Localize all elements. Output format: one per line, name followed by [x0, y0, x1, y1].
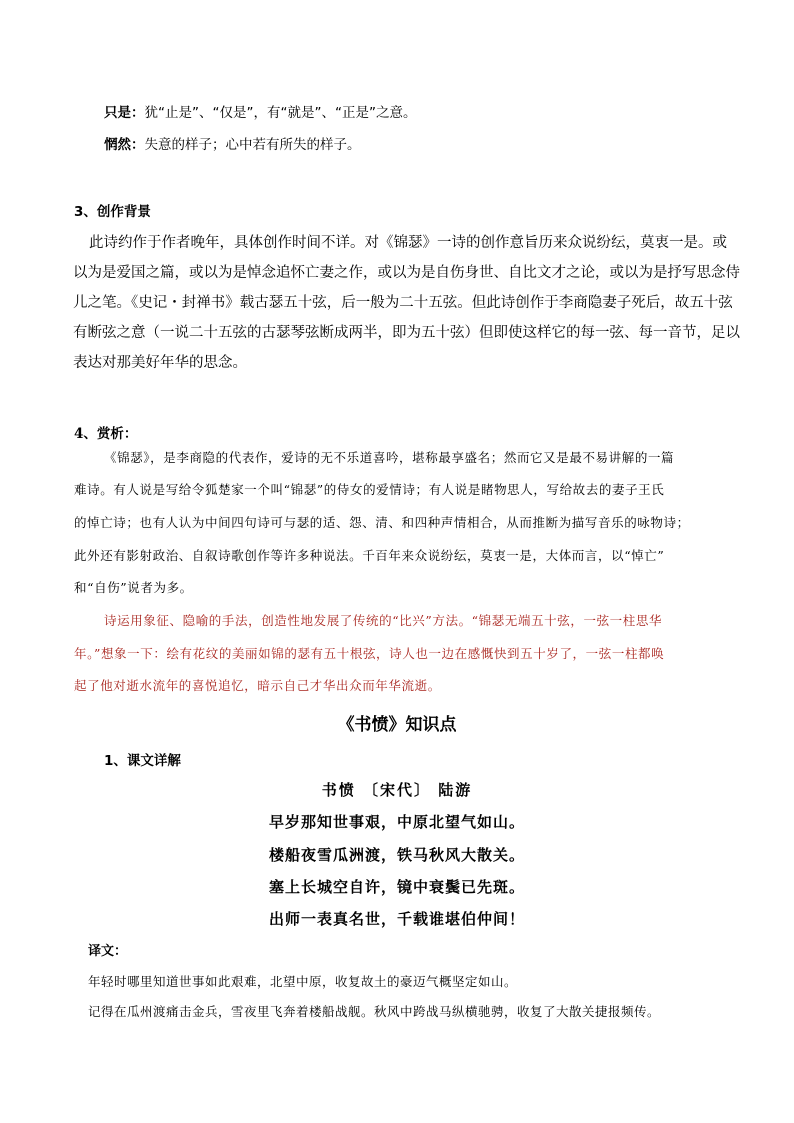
gloss-term: 只是： — [104, 105, 145, 121]
paragraph-line: 儿之笔。《史记・封禅书》载古瑟五十弦，后一般为二十五弦。但此诗创作于李商隐妻子死后，故五十弦 — [73, 295, 733, 311]
gloss-definition: 失意的样子；心中若有所失的样子。 — [144, 137, 361, 153]
poem-title: 书愤 〔宋代〕 陆游 — [321, 781, 473, 799]
translation-line: 记得在瓜州渡痛击金兵，雪夜里飞奔着楼船战舰。秋风中跨战马纵横驰骋，收复了大散关捷报频传。 — [88, 1004, 661, 1019]
analysis-highlight-line: 起了他对逝水流年的喜悦追忆，暗示自己才华出众而年华流逝。 — [74, 678, 441, 693]
gloss-definition: 犹“止是”、“仅是”，有“就是”、“正是”之意。 — [144, 105, 417, 121]
translation-label: 译文： — [88, 944, 128, 959]
background-paragraph — [73, 228, 740, 378]
paragraph-line: 以为是爱国之篇，或以为是悼念追怀亡妻之作，或以为是自伤身世、自比文才之论，或以为是抒写思念侍 — [73, 265, 740, 281]
analysis-line: 的悼亡诗；也有人认为中间四句诗可与瑟的适、怨、清、和四种声情相合，从而推断为描写音乐的咏物诗； — [74, 515, 690, 530]
poem-line: 早岁那知世事艰，中原北望气如山。 — [268, 813, 525, 831]
paragraph-line: 此诗约作于作者晚年，具体创作时间不详。对《锦瑟》一诗的创作意旨历来众说纷纭，莫衷一是。或 — [89, 235, 727, 251]
section-heading-background: 3、创作背景 — [74, 204, 151, 220]
paragraph-line: 表达对那美好年华的思念。 — [73, 355, 247, 371]
poem-line: 楼船夜雪瓜洲渡，铁马秋风大散关。 — [268, 846, 525, 864]
gloss-item-zhishi — [104, 101, 416, 121]
translation-line: 年轻时哪里知道世事如此艰难，北望中原，收复故土的豪迈气概坚定如山。 — [88, 974, 518, 989]
gloss-term: 惘然： — [104, 137, 145, 153]
analysis-line: 和“自伤”说者为多。 — [74, 580, 193, 595]
analysis-line: 难诗。有人说是写给令狐楚家一个叫“锦瑟”的侍女的爱情诗；有人说是睹物思人，写给故去的妻子王氏 — [74, 482, 665, 497]
poem-line: 出师一表真名世，千载谁堪伯仲间！ — [268, 910, 525, 928]
section-heading-analysis: 4、赏析： — [74, 426, 138, 442]
analysis-highlight-line: 诗运用象征、隐喻的手法，创造性地发展了传统的“比兴”方法。“锦瑟无端五十弦，一弦一柱思华 — [104, 613, 663, 628]
analysis-line: 《锦瑟》，是李商隐的代表作，爱诗的无不乐道喜吟，堪称最享盛名；然而它又是最不易讲解的一篇 — [104, 450, 675, 465]
section-heading-text-explained: 1、课文详解 — [104, 753, 181, 769]
poem-line: 塞上长城空自许，镜中衰鬓已先斑。 — [268, 878, 525, 896]
gloss-item-wangran — [104, 133, 361, 153]
paragraph-line: 有断弦之意（一说二十五弦的古瑟琴弦断成两半，即为五十弦）但即使这样它的每一弦、每一音节，足以 — [73, 325, 740, 341]
analysis-highlight-line: 年。”想象一下：绘有花纹的美丽如锦的瑟有五十根弦，诗人也一边在感慨快到五十岁了，一弦一柱都唤 — [74, 646, 665, 661]
analysis-line: 此外还有影射政治、自叙诗歌创作等许多种说法。千百年来众说纷纭，莫衷一是，大体而言，以“悼亡” — [74, 548, 665, 563]
section-title-shufen: 《书愤》知识点 — [337, 715, 457, 735]
